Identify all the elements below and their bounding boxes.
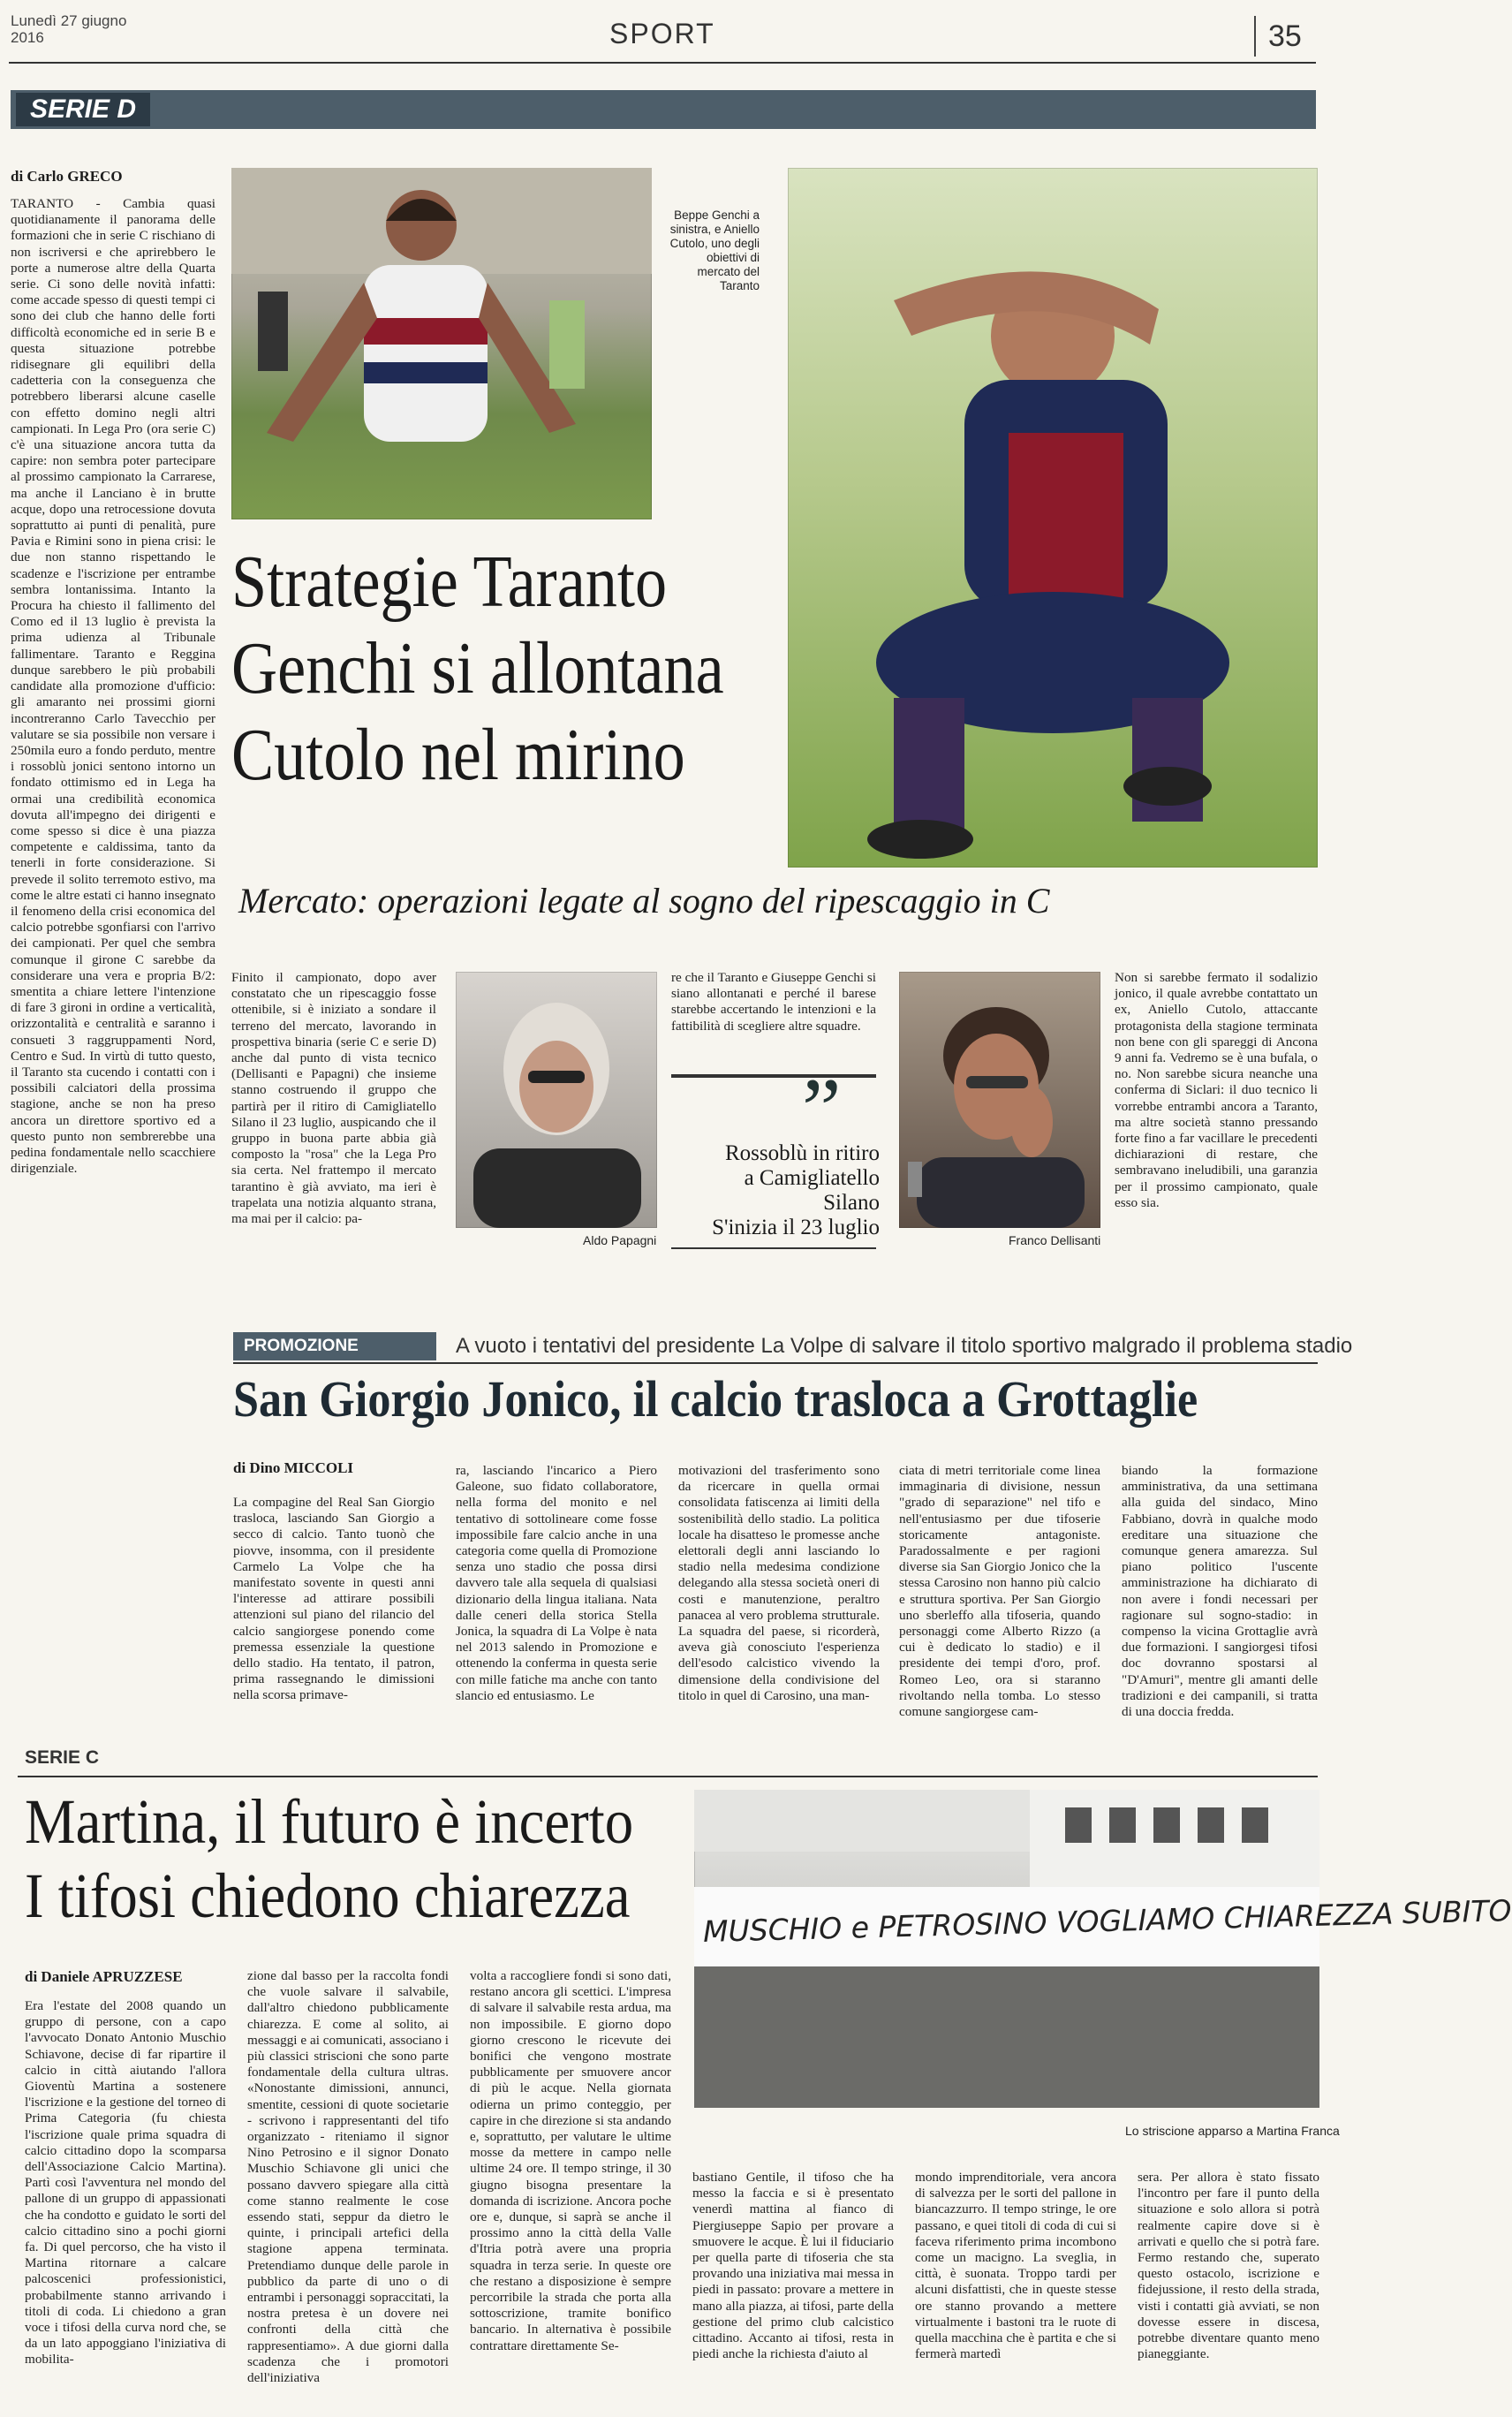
pull-quote-line3: Silano	[823, 1191, 880, 1215]
article1-photo3-caption: Franco Dellisanti	[1009, 1233, 1101, 1247]
article2-headline: San Giorgio Jonico, il calcio trasloca a Grottaglie	[233, 1370, 1198, 1428]
article1-headline-line3: Cutolo nel mirino	[231, 714, 685, 796]
papagni-portrait	[456, 972, 657, 1228]
article3-section: SERIE C	[25, 1747, 100, 1768]
article1-quote-rule-bottom	[671, 1247, 876, 1249]
article2-col5: biando la formazione amministrativa, da una settimana alla guida del sindaco, Mino Fabbiano, dovrà in qualche modo ereditare una situazione che comunque genera amarezza. Sul piano politico l'uscente amministrazione ha dichiarato di non avere i fondi necessari per ragionare sul sogno-stadio: in compenso la vicina Grottaglie avrà due formazioni. I sangiorgesi tifosi doc dovranno spostarsi al "D'Amuri", mentre gli amanti delle tradizioni e dei campanili, si tratta di una doccia fredda.	[1122, 1463, 1318, 1720]
article1-headline	[231, 539, 724, 799]
article1-col2: Finito il campionato, dopo aver constatato che un ripescaggio fosse ottenibile, si è iniziato a sondare il terreno del mercato, lavorando in prospettiva binaria (serie C e serie D) anche dal punto di vista tecnico (Dellisanti e Papagni) che insieme stanno costruendo il gruppo che partirà per il ritiro di Camigliatello Silano il 23 luglio, auspicando che il gruppo in buona parte abbia già composto la "rosa" che la Lega Pro sia certa. Nel frattempo il mercato tarantino è già avviato, ma ieri è trapelata una notizia alquanto strana, ma mai per il calcio: pa-	[231, 970, 436, 1227]
section-bar	[11, 90, 1316, 129]
cutolo-player-illustration	[788, 168, 1318, 868]
article1-photo2-caption: Aldo Papagni	[583, 1233, 657, 1247]
genchi-player-illustration	[231, 168, 652, 519]
section-bar-label: SERIE D	[16, 93, 150, 126]
article2-tag: PROMOZIONE	[233, 1332, 436, 1360]
article2-col4: ciata di metri territoriale come linea immaginaria di divisione, nessun "grado di separazione" nel tifo e nell'entusiasmo per due tifoserie storicamente antagoniste. Paradossalmente e per ragioni diverse sia San Giorgio Jonico che la stessa Carosino non hanno più calcio e struttura sportiva. Per San Giorgio uno sberleffo alla tifoseria, quando personaggi come Alberto Rizzo (a cui è dedicato lo stadio) e il presidente dei tempi d'oro, prof. Romeo Leo, ora si staranno rivoltando nella tomba. Lo stesso comune sangiorgese cam-	[899, 1463, 1100, 1720]
article3-headline-line2: I tifosi chiedono chiarezza	[25, 1860, 631, 1931]
article3-col5: mondo imprenditoriale, vera ancora di salvezza per le sorti del pallone in biancazzurro. Il tempo stringe, le ore passano, e quei titoli di coda di cui si faceva riferimento prima incombono come un macigno. La sveglia, in città, è suonata. Troppo tardi per alcuni disfattisti, che in queste stesse ore stanno provando a mettere virtualmente i bastoni tra le ruote di quella macchina che è partita e che si fermerà martedì	[915, 2170, 1116, 2362]
photo-striscione	[694, 1790, 1512, 2108]
article1-byline: di Carlo GRECO	[11, 168, 123, 185]
article1-quote-rule-top	[671, 1074, 876, 1078]
article3-col4: bastiano Gentile, il tifoso che ha messo la faccia e si è presentato venerdì mattina al fianco di Piergiuseppe Sapio per provare a smuovere le acque. È lui il fiduciario per quella parte di tifoseria che sta provando una iniziativa mai messa in piedi in passato: provare a mettere in mano alla piazza, ai tifosi, parte della gestione del primo club calcistico cittadino. Accanto ai tifosi, resta in piedi anche la richiesta d'aiuto al	[692, 2170, 894, 2362]
pull-quote-line2: a Camigliatello	[744, 1166, 880, 1190]
page-number-divider	[1254, 16, 1256, 57]
article1-photo-caption: Beppe Genchi a sinistra, e Aniello Cutolo, uno degli obiettivi di mercato del Taranto	[669, 208, 760, 292]
striscione-scene	[694, 1790, 1512, 2108]
article2-top-rule	[233, 1362, 1318, 1364]
photo-genchi	[231, 168, 652, 519]
article1-headline-line2: Genchi si allontana	[231, 627, 724, 709]
article1-pull-quote	[671, 1141, 880, 1240]
article3-byline: di Daniele APRUZZESE	[25, 1968, 183, 1985]
article3-headline	[25, 1784, 633, 1933]
dellisanti-portrait	[899, 972, 1100, 1228]
article1-subheadline: Mercato: operazioni legate al sogno del ripescaggio in C	[238, 881, 1050, 921]
article1-headline-line1: Strategie Taranto	[231, 541, 668, 623]
section-title: SPORT	[609, 18, 715, 49]
article3-top-rule	[18, 1776, 1318, 1777]
article2-byline: di Dino MICCOLI	[233, 1459, 354, 1476]
article3-photo-caption: Lo striscione apparso a Martina Franca	[1125, 2124, 1340, 2138]
page-number: 35	[1268, 19, 1302, 53]
header-date-day: Lunedì 27 giugno	[11, 12, 127, 29]
article3-col6: sera. Per allora è stato fissato l'incontro per fare il punto della situazione e solo allora si potrà realmente capire dove si è arrivati e quello che si potrà fare. Fermo restando che, superato questo ostacolo, iscrizione e fidejussione, il resto della strada, visti i contatti già avviati, se non dovesse essere in discesa, potrebbe diventare quanto meno pianeggiante.	[1138, 2170, 1319, 2362]
pull-quote-line1: Rossoblù in ritiro	[724, 1141, 880, 1165]
photo-cutolo	[788, 168, 1318, 868]
article3-col3: volta a raccogliere fondi si sono dati, restano ancora gli scettici. L'impresa di salvare il salvabile resta ardua, ma non impossibile. E giorno dopo giorno crescono le ricevute dei bonifici che vengono mostrate pubblicamente per smuovere ancor di più le acque. Nella giornata odierna un primo conteggio, per capire in che direzione si sta andando e, soprattutto, per valutare le ultime mosse da mettere in campo nelle ultime 24 ore. Il tempo stringe, il 30 giugno bisogna presentare la domanda di iscrizione. Ancora poche ore e, dunque, si saprà se anche il prossimo anno la città della Valle d'Itria potrà avere una propria squadra in terza serie. In queste ore che restano a disposizione è sempre percorribile la strada che porta alla sottoscrizione, tramite bonifico bancario. In alternativa è possibile contrattare direttamente Se-	[470, 1968, 671, 2353]
photo-papagni	[456, 972, 657, 1228]
article2-col2: ra, lasciando l'incarico a Piero Galeone, suo fidato collaboratore, nella forma del monito e nel tentativo di sottolineare come fosse impossibile fare calcio anche in una categoria come quella di Promozione senza uno stadio che possa dirsi davvero tale alla sequela di qualsiasi dizionario della lingua italiana. Nata dalle ceneri della storica Stella Jonica, la squadra di La Volpe è nata nel 2013 salendo in Promozione e ottenendo la conferma in questa serie con mille fatiche ma anche con tanto slancio ed entusiasmo. Le	[456, 1463, 657, 1703]
article2-col3: motivazioni del trasferimento sono da ricercare in quella ormai consolidata fatiscenza ai limiti della sostenibilità dello stadio. La politica locale ha disatteso le promesse anche elettorali degli anni lasciando lo stadio nella medesima condizione delegando alla stessa società oneri di costi e manutenzione, peraltro panacea al vero problema strutturale. La squadra del paese, si ricorderà, aveva già conosciuto l'esperienza dell'esodo calcistico vivendo la dimensione della condivisione del titolo in quel di Carosino, una man-	[678, 1463, 880, 1703]
article2-col1: La compagine del Real San Giorgio trasloca, lasciando San Giorgio a secco di calcio. Tanto tuonò che piovve, insomma, con il presidente Carmelo La Volpe che ha manifestato sovente in questi anni l'interesse ad attirare possibili attenzioni sul piano del rilancio del calcio sangiorgese ponendo come premessa essenziale la questione dello stadio. Ha tentato, il patron, prima rassegnando le dimissioni nella scorsa primave-	[233, 1495, 435, 1703]
article2-kicker: A vuoto i tentativi del presidente La Volpe di salvare il titolo sportivo malgrado il problema stadio	[456, 1334, 1353, 1358]
header-date-year: 2016	[11, 29, 44, 46]
photo-dellisanti	[899, 972, 1100, 1228]
article1-col1: TARANTO - Cambia quasi quotidianamente il panorama delle formazioni che in serie C rischiano di non iscriversi e che aprirebbero le porte a numerose altre della Quarta serie. Ci sono delle novità infatti: come accade spesso di questi tempi ci sono dei club che hanno delle forti difficoltà economiche ed in serie B e questa situazione potrebbe ridisegnare gli equilibri della cadetteria con la conseguenza che potrebbero liberarsi alcune caselle con effetto domino negli altri campionati. In Lega Pro (ora serie C) c'è una situazione ancora tutta da capire: non sembra poter partecipare al prossimo campionato la Carrarese, ma anche il Lanciano è in brutte acque, dopo una retrocessione dovuta soprattutto ai punti di penalità, pure Pavia e Rimini sono in piena crisi: le due non stanno rispettando le scadenze e l'iscrizione per entrambe sembra lontanissima. Intanto la Procura ha chiesto il fallimento del Como ed il 13 luglio è prevista la prima udienza al Tribunale fallimentare. Taranto e Reggina dunque sarebbero le più probabili candidate alla promozione d'ufficio: gli amaranto nei prossimi giorni incontreranno Carlo Tavecchio per valutare se sia possibile non versare i 250mila euro a fondo perduto, mentre i rossoblù jonici sentono intorno un fondato ottimismo ed in Lega ha ormai una credibilità economica dovuta all'impegno dei dirigenti e come spesso si dice è una piazza competente e caldissima, tanto da tenerli in forte considerazione. Si prevede il solito terremoto estivo, ma come le altre estati ci hanno insegnato il fenomeno della crisi economica del calcio potrebbe sgonfiarsi con l'arrivo dei campionati. Per quel che sembra comunque il girone C sarebbe da considerare una vera e propria B/2: smentita a chiare lettere l'intenzione di fare 3 gironi in ordine a verticalità, orizzontalità e centralità e saranno i consueti 3 raggruppamenti Nord, Centro e Sud. In virtù di tutto questo, il Taranto sta cucendo i contatti con i possibili calciatori della prossima stagione, anche se non ha preso ancora un direttore sportivo ed a questo punto non sembrerebbe una pedina fondamentale nello scacchiere dirigenziale.	[11, 196, 215, 1177]
article3-col1: Era l'estate del 2008 quando un gruppo di persone, con a capo l'avvocato Donato Antonio Muschio Schiavone, decise di far ripartire il calcio in città aiutando l'allora Gioventù Martina a sostenere l'iscrizione e la gestione del torneo di Prima Categoria (fu chiesta l'iscrizione quale prima squadra di calcio cittadino dopo la scomparsa dell'Associazione Calcio Martina). Partì così l'avventura nel mondo del pallone di un gruppo di appassionati che ha condotto e guidato le sorti del calcio cittadino sino a pochi giorni fa. Di quel percorso, che ha visto il Martina ritornare a calcare palcoscenici professionistici, probabilmente stanno arrivando i titoli di coda. Li chiedono a gran voce i tifosi della curva nord che, se da un lato appoggiano l'iniziativa di mobilita-	[25, 1998, 226, 2368]
article1-col3: re che il Taranto e Giuseppe Genchi si siano allontanati e perché il barese starebbe accertando le intenzioni e la fattibilità di scegliere altre squadre.	[671, 970, 876, 1034]
striscione-text: MUSCHIO e PETROSINO VOGLIAMO CHIAREZZA SUBITO	[702, 1893, 1512, 1950]
header-date	[11, 12, 126, 46]
quote-mark-icon: ”	[802, 1060, 842, 1158]
header-rule	[9, 62, 1316, 64]
article1-col4: Non si sarebbe fermato il sodalizio jonico, il quale avrebbe contattato un ex, Aniello Cutolo, attaccante protagonista della stagione terminata non bene con gli spareggi di Ancona 9 anni fa. Vedremo se è una bufala, o no. Non sarebbe sicura neanche una conferma di Siclari: il duo tecnico li vorrebbe entrambi ancora a Taranto, ma altre società stanno pressando forte fino a far vacillare le precedenti dichiarazioni di restare, che sembravano ineludibili, una garanzia per il prossimo campionato, quale esso sia.	[1115, 970, 1318, 1210]
article3-col2: zione dal basso per la raccolta fondi che vuole salvare il salvabile, dall'altro chiedono pubblicamente chiarezza. E come al solito, ai messaggi e ai comunicati, associano i più classici striscioni che sono parte fondamentale della cultura ultras. «Nonostante dimissioni, annunci, smentite, cessioni di quote societarie - scrivono i rappresentanti del tifo organizzato - riteniamo il signor Nino Petrosino e il signor Donato Muschio Schiavone gli unici che possano davvero spiegare alla città come stanno realmente le cose essendo stati, seppur da dietro le quinte, i principali artefici della stagione appena terminata. Pretendiamo dunque delle parole in pubblico da parte di uno o di entrambi i personaggi sopraccitati, la nostra pretesa è un dovere nei confronti della città che rappresentiamo». A due giorni dalla scadenza che i promotori dell'iniziativa	[247, 1968, 449, 2386]
pull-quote-line4: S'inizia il 23 luglio	[712, 1216, 880, 1239]
article3-headline-line1: Martina, il futuro è incerto	[25, 1786, 634, 1857]
